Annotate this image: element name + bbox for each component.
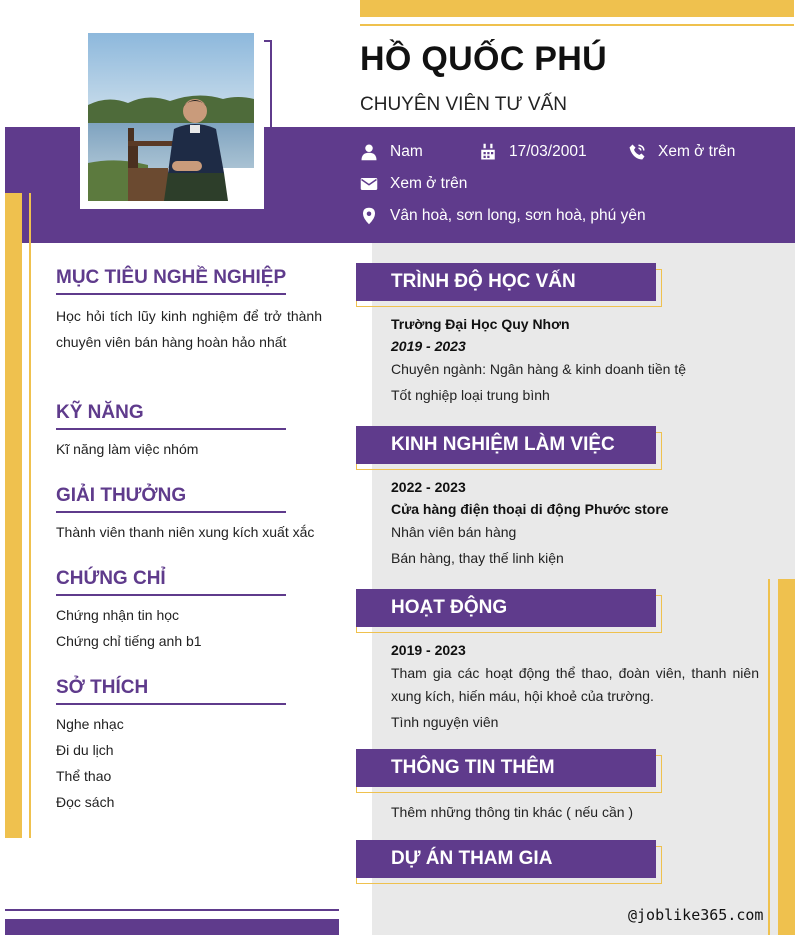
activities-body [391, 642, 759, 735]
birthdate-value: 17/03/2001 [509, 143, 587, 160]
gender-info [360, 143, 423, 161]
right-accent-bar [778, 579, 795, 935]
certificates-section [56, 568, 322, 654]
skills-section [56, 402, 322, 462]
map-pin-icon [360, 207, 378, 225]
certificates-title: CHỨNG CHỈ [56, 568, 166, 589]
certificate-item: Chứng chỉ tiếng anh b1 [56, 633, 202, 649]
phone-icon [628, 143, 646, 161]
hobby-item: Đọc sách [56, 794, 115, 810]
profile-photo [88, 33, 254, 201]
top-accent-bar [360, 0, 794, 17]
left-accent-bar [5, 193, 22, 838]
education-grade: Tốt nghiệp loại trung bình [391, 387, 550, 403]
activities-description: Tham gia các hoạt động thể thao, đoàn viên, thanh niên xung kích, hiến máu, hội khoẻ của trường. [391, 665, 759, 704]
experience-header: KINH NGHIỆM LÀM VIỆC [356, 426, 656, 464]
bottom-accent-bar [5, 919, 339, 935]
hobbies-title: SỞ THÍCH [56, 677, 149, 698]
activities-extra: Tình nguyện viên [391, 714, 499, 730]
address-value: Vân hoà, sơn long, sơn hoà, phú yên [390, 207, 646, 224]
experience-description: Bán hàng, thay thế linh kiện [391, 550, 564, 566]
hobbies-rule [56, 703, 286, 705]
watermark: @joblike365.com [628, 906, 764, 924]
experience-period: 2022 - 2023 [391, 479, 466, 495]
job-title: CHUYÊN VIÊN TƯ VẤN [360, 94, 567, 115]
awards-item: Thành viên thanh niên xung kích xuất xắc [56, 524, 315, 540]
awards-rule [56, 511, 286, 513]
additional-text: Thêm những thông tin khác ( nếu cần ) [391, 804, 634, 820]
skills-rule [56, 428, 286, 430]
activities-period: 2019 - 2023 [391, 642, 466, 658]
objective-text: Học hỏi tích lũy kinh nghiệm để trở thành chuyên viên bán hàng hoàn hảo nhất [56, 308, 322, 350]
address-info [360, 207, 646, 225]
education-body [391, 316, 761, 408]
skills-title: KỸ NĂNG [56, 402, 144, 423]
objective-rule [56, 293, 286, 295]
objective-section [56, 267, 322, 355]
hobbies-section [56, 677, 322, 815]
certificates-rule [56, 594, 286, 596]
right-accent-line [768, 579, 770, 935]
calendar-icon [479, 143, 497, 161]
phone-info [628, 143, 735, 161]
additional-header: THÔNG TIN THÊM [356, 749, 656, 787]
top-accent-line [360, 24, 794, 26]
education-header: TRÌNH ĐỘ HỌC VẤN [356, 263, 656, 301]
hobby-item: Đi du lịch [56, 742, 114, 758]
birthdate-info [479, 143, 587, 161]
left-accent-line [29, 193, 31, 838]
phone-value: Xem ở trên [658, 143, 736, 160]
hobby-item: Nghe nhạc [56, 716, 124, 732]
projects-header: DỰ ÁN THAM GIA [356, 840, 656, 878]
email-info [360, 175, 467, 193]
experience-company: Cửa hàng điện thoại di động Phước store [391, 501, 669, 517]
objective-title: MỤC TIÊU NGHỀ NGHIỆP [56, 267, 287, 288]
awards-section [56, 485, 336, 545]
email-value: Xem ở trên [390, 175, 468, 192]
experience-position: Nhân viên bán hàng [391, 524, 517, 540]
bottom-accent-line [5, 909, 339, 911]
envelope-icon [360, 175, 378, 193]
gender-value: Nam [390, 143, 423, 160]
hobby-item: Thể thao [56, 768, 112, 784]
activities-header: HOẠT ĐỘNG [356, 589, 656, 627]
user-icon [360, 143, 378, 161]
awards-title: GIẢI THƯỞNG [56, 485, 187, 506]
experience-body [391, 479, 761, 571]
education-school: Trường Đại Học Quy Nhơn [391, 316, 570, 332]
education-period: 2019 - 2023 [391, 338, 466, 354]
certificate-item: Chứng nhận tin học [56, 607, 180, 623]
candidate-name: HỒ QUỐC PHÚ [360, 40, 607, 78]
skills-item: Kĩ năng làm việc nhóm [56, 441, 199, 457]
education-major: Chuyên ngành: Ngân hàng & kinh doanh tiền tệ [391, 361, 687, 377]
